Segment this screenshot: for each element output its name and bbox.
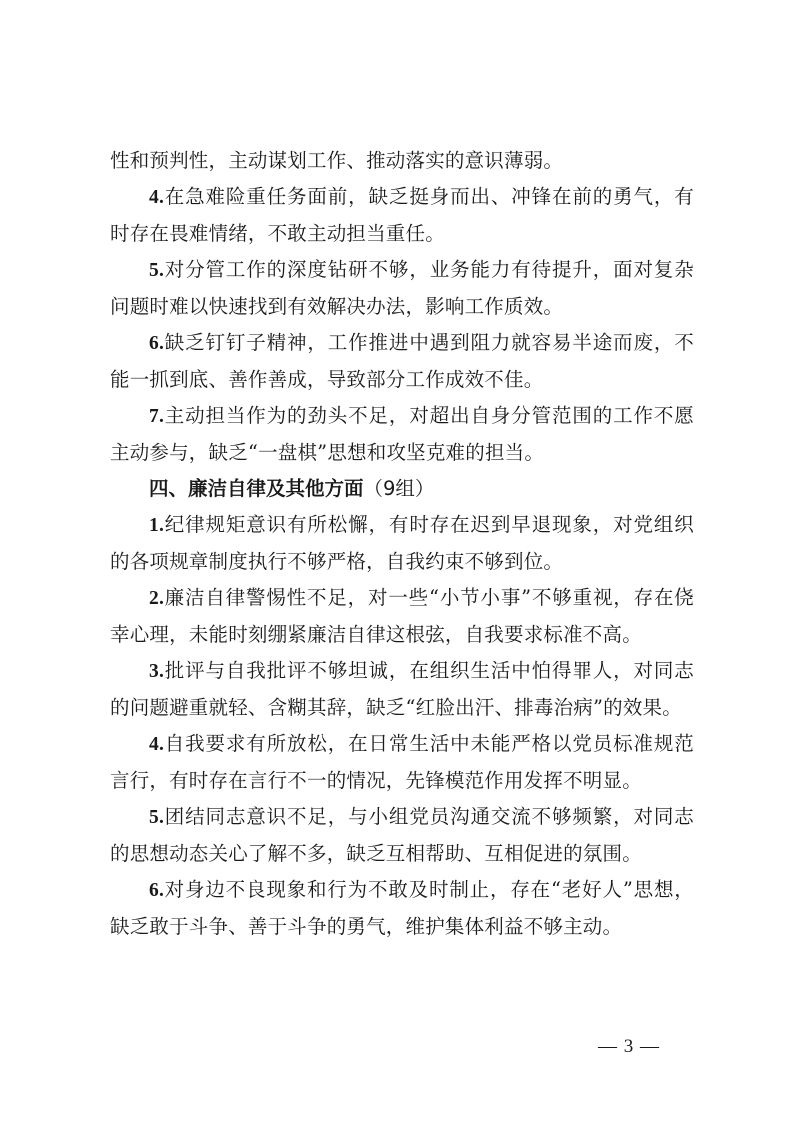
section-heading-note: （9组）: [363, 477, 435, 500]
list-item: [110, 179, 694, 252]
item-text: 主动担当作为的劲头不足，对超出自身分管范围的工作不愿主动参与，缺乏“一盘棋”思想和攻坚克难的担当。: [110, 404, 694, 464]
list-item: [110, 726, 694, 799]
item-number: 5.: [149, 260, 165, 281]
item-text: 对分管工作的深度钻研不够，业务能力有待提升，面对复杂问题时难以快速找到有效解决办法，影响工作质效。: [110, 258, 694, 318]
list-item: [110, 872, 694, 945]
item-text: 自我要求有所放松，在日常生活中未能严格以党员标准规范言行，有时存在言行不一的情况，先锋模范作用发挥不明显。: [110, 732, 694, 792]
item-text: 纪律规矩意识有所松懈，有时存在迟到早退现象，对党组织的各项规章制度执行不够严格，自我约束不够到位。: [110, 513, 694, 573]
item-text: 批评与自我批评不够坦诚，在组织生活中怕得罪人，对同志的问题避重就轻、含糊其辞，缺乏“红脸出汗、排毒治病”的效果。: [110, 659, 694, 719]
item-text: 廉洁自律警惕性不足，对一些“小节小事”不够重视，存在侥幸心理，未能时刻绷紧廉洁自律这根弦，自我要求标准不高。: [110, 586, 694, 646]
list-item: [110, 398, 694, 471]
item-number: 2.: [149, 588, 165, 609]
item-text: 对身边不良现象和行为不敢及时制止，存在“老好人”思想，缺乏敢于斗争、善于斗争的勇气，维护集体利益不够主动。: [110, 878, 694, 938]
item-number: 1.: [149, 515, 165, 536]
item-text: 团结同志意识不足，与小组党员沟通交流不够频繁，对同志的思想动态关心了解不多，缺乏互相帮助、互相促进的氛围。: [110, 805, 694, 865]
section-heading: [110, 471, 694, 507]
document-body: [110, 143, 694, 945]
item-number: 4.: [149, 187, 165, 208]
item-number: 6.: [149, 880, 165, 901]
continuation-paragraph: 性和预判性，主动谋划工作、推动落实的意识薄弱。: [110, 149, 564, 172]
item-number: 4.: [149, 734, 165, 755]
item-number: 5.: [149, 807, 165, 828]
section-heading-text: 四、廉洁自律及其他方面: [149, 477, 364, 500]
list-item: [110, 653, 694, 726]
list-item: [110, 799, 694, 872]
item-text: 在急难险重任务面前，缺乏挺身而出、冲锋在前的勇气，有时存在畏难情绪，不敢主动担当重任。: [110, 185, 694, 245]
list-item: [110, 252, 694, 325]
item-number: 6.: [149, 333, 165, 354]
list-item: [110, 507, 694, 580]
page-number: — 3 —: [598, 1036, 660, 1057]
list-item: [110, 580, 694, 653]
list-item: [110, 325, 694, 398]
item-number: 7.: [149, 406, 165, 427]
item-number: 3.: [149, 661, 165, 682]
item-text: 缺乏钉钉子精神，工作推进中遇到阻力就容易半途而废，不能一抓到底、善作善成，导致部分工作成效不佳。: [110, 331, 694, 391]
